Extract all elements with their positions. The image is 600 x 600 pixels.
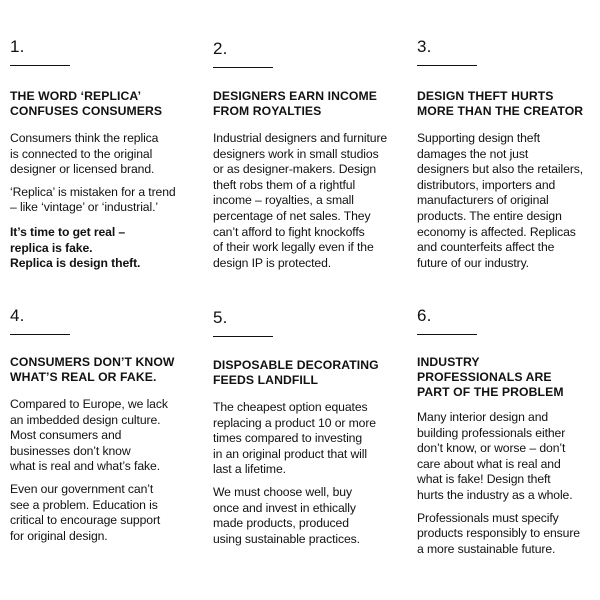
divider	[10, 65, 70, 66]
section-number: 4.	[10, 306, 25, 325]
section-4	[10, 307, 198, 544]
section-title: DISPOSABLE DECORATING FEEDS LANDFILL	[213, 358, 379, 387]
section-paragraph: Even our government can’t see a problem. Education is critical to encourage support for original design.	[10, 481, 161, 543]
section-paragraph: Supporting design theft damages the not just designers but also the retailers, distributors, importers and manufacturers of original products. The entire design economy is affected. Replicas and counterfeits affect the future of our industry.	[417, 131, 584, 270]
divider	[10, 334, 70, 335]
section-paragraph: Consumers think the replica is connected to the original designer or licensed brand.	[10, 131, 159, 177]
section-paragraph: Industrial designers and furniture designers work in small studios or as designer-makers. Design theft robs them of a rightful income – royalties, a small percentage of net sales. They can’t afford to fight knockoffs of their work legally even if the design IP is protected.	[213, 131, 388, 270]
section-title: DESIGN THEFT HURTS MORE THAN THE CREATOR	[417, 89, 584, 118]
section-paragraph: Professionals must specify products responsibly to ensure a more sustainable future.	[417, 510, 580, 556]
section-paragraph: The cheapest option equates replacing a product 10 or more times compared to investing in an original product that will last a lifetime.	[213, 400, 376, 477]
divider	[417, 65, 477, 66]
section-5	[213, 309, 403, 547]
section-title: DESIGNERS EARN INCOME FROM ROYALTIES	[213, 89, 377, 118]
section-title: CONSUMERS DON’T KNOW WHAT’S REAL OR FAKE.	[10, 355, 175, 384]
section-number: 2.	[213, 39, 228, 58]
section-paragraph: We must choose well, buy once and invest in ethically made products, produced using sustainable practices.	[213, 484, 360, 546]
divider	[213, 67, 273, 68]
section-emphasis: It’s time to get real – replica is fake. Replica is design theft.	[10, 224, 141, 271]
section-number: 1.	[10, 37, 25, 56]
section-6	[417, 307, 600, 557]
section-3	[417, 38, 600, 271]
section-paragraph: Compared to Europe, we lack an imbedded design culture. Most consumers and businesses don’t know what is real and what’s fake.	[10, 397, 168, 474]
divider	[213, 336, 273, 337]
section-paragraph: ‘Replica’ is mistaken for a trend – like ‘vintage’ or ‘industrial.’	[10, 184, 176, 215]
section-title: INDUSTRY PROFESSIONALS ARE PART OF THE PROBLEM	[417, 355, 564, 399]
section-1	[10, 38, 198, 272]
section-number: 5.	[213, 308, 228, 327]
section-title: THE WORD ‘REPLICA’ CONFUSES CONSUMERS	[10, 89, 163, 118]
section-2	[213, 40, 403, 271]
divider	[417, 334, 477, 335]
section-number: 6.	[417, 306, 432, 325]
section-paragraph: Many interior design and building professionals either don’t know, or worse – don’t care about what is real and what is fake! Design theft hurts the industry as a whole.	[417, 410, 573, 502]
section-number: 3.	[417, 37, 432, 56]
